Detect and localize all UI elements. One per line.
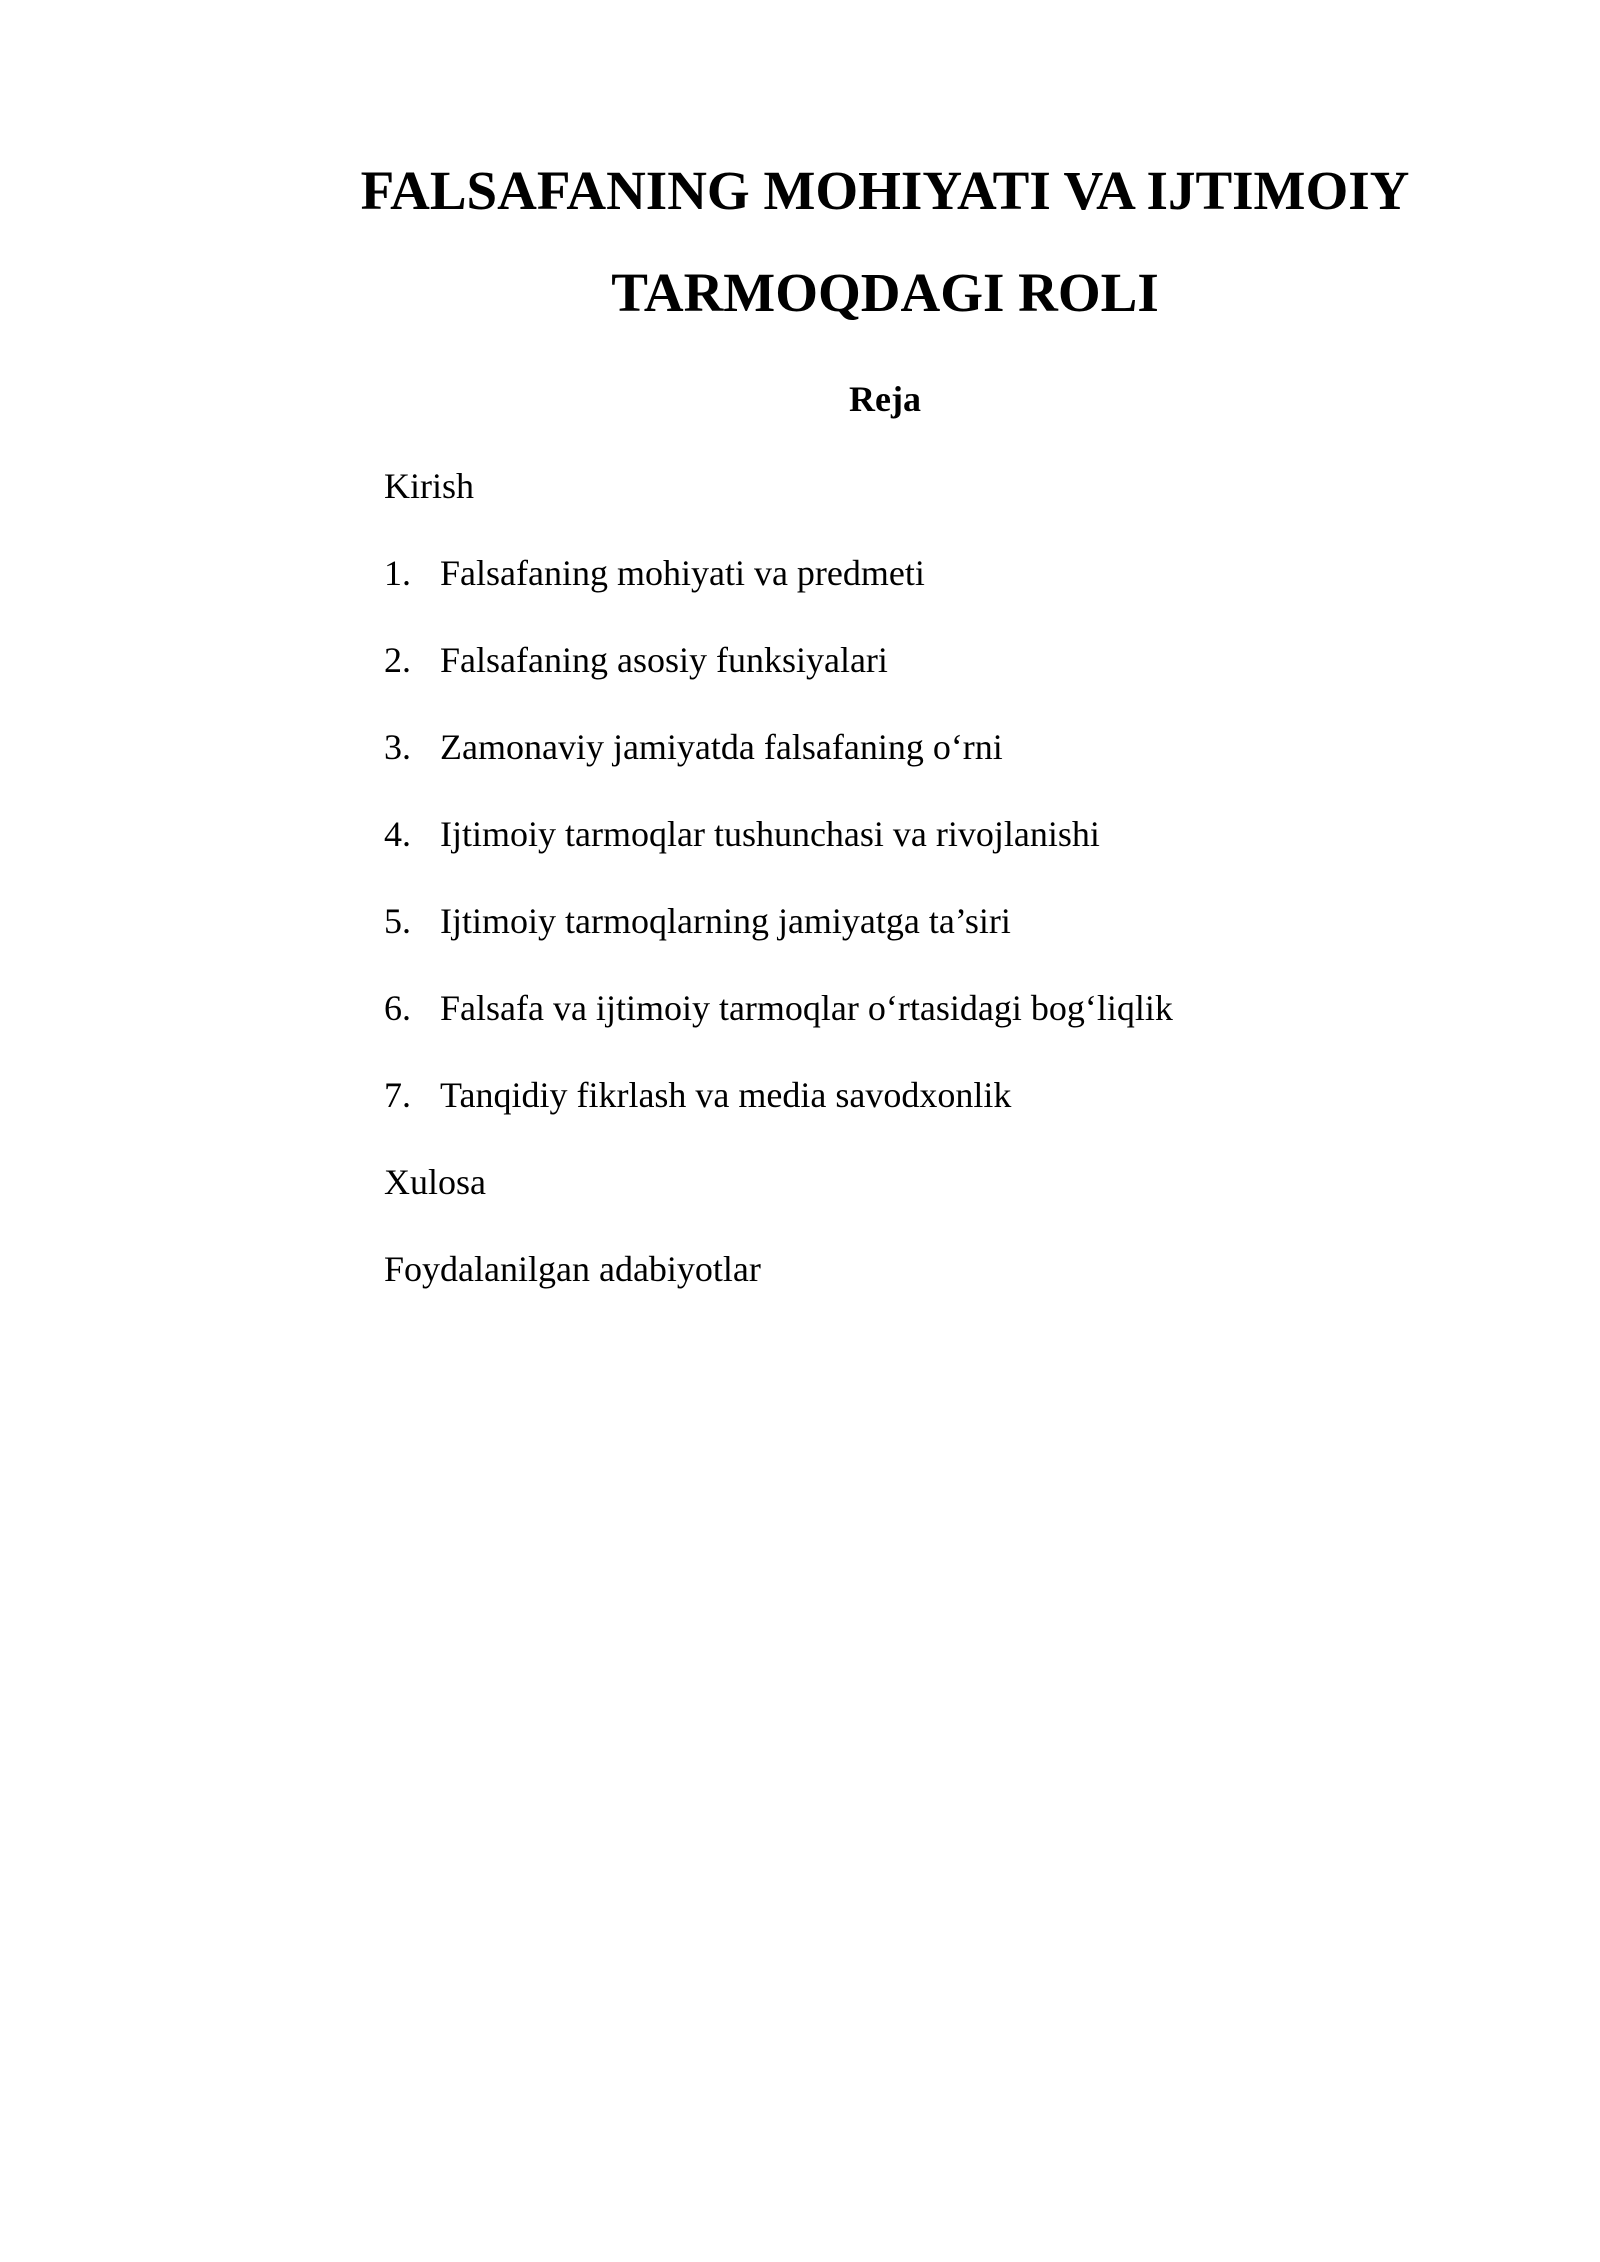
- plan-intro: Kirish: [384, 466, 474, 506]
- plan-item-text: Tanqidiy fikrlash va media savodxonlik: [440, 1075, 1012, 1115]
- plan-item: [384, 1070, 1384, 1157]
- plan-heading: Reja: [849, 379, 921, 419]
- plan-item-number: 5.: [384, 901, 411, 941]
- plan-item-text: Falsafaning mohiyati va predmeti: [440, 553, 925, 593]
- plan-item-number: 3.: [384, 727, 411, 767]
- plan-item-number: 4.: [384, 814, 411, 854]
- plan-list: [384, 461, 1384, 1331]
- plan-item-text: Falsafa va ijtimoiy tarmoqlar o‘rtasidagi bog‘liqlik: [440, 988, 1173, 1028]
- plan-item-text: Ijtimoiy tarmoqlar tushunchasi va rivojlanishi: [440, 814, 1100, 854]
- plan-references: Foydalanilgan adabiyotlar: [384, 1249, 761, 1289]
- plan-item: [384, 548, 1384, 635]
- plan-item-text: Zamonaviy jamiyatda falsafaning o‘rni: [440, 727, 1003, 767]
- plan-item: [384, 896, 1384, 983]
- plan-item: [384, 635, 1384, 722]
- plan-item-text: Ijtimoiy tarmoqlarning jamiyatga ta’siri: [440, 901, 1011, 941]
- plan-item-number: 2.: [384, 640, 411, 680]
- plan-conclusion: Xulosa: [384, 1162, 486, 1202]
- plan-item: [384, 722, 1384, 809]
- plan-item-number: 6.: [384, 988, 411, 1028]
- title-line-2: TARMOQDAGI ROLI: [611, 262, 1159, 323]
- plan-item-number: 7.: [384, 1075, 411, 1115]
- plan-item-text: Falsafaning asosiy funksiyalari: [440, 640, 888, 680]
- title-line-1: FALSAFANING MOHIYATI VA IJTIMOIY: [360, 160, 1410, 221]
- plan-item: [384, 809, 1384, 896]
- plan-item: [384, 983, 1384, 1070]
- plan-item-number: 1.: [384, 553, 411, 593]
- document-title: [300, 140, 1470, 344]
